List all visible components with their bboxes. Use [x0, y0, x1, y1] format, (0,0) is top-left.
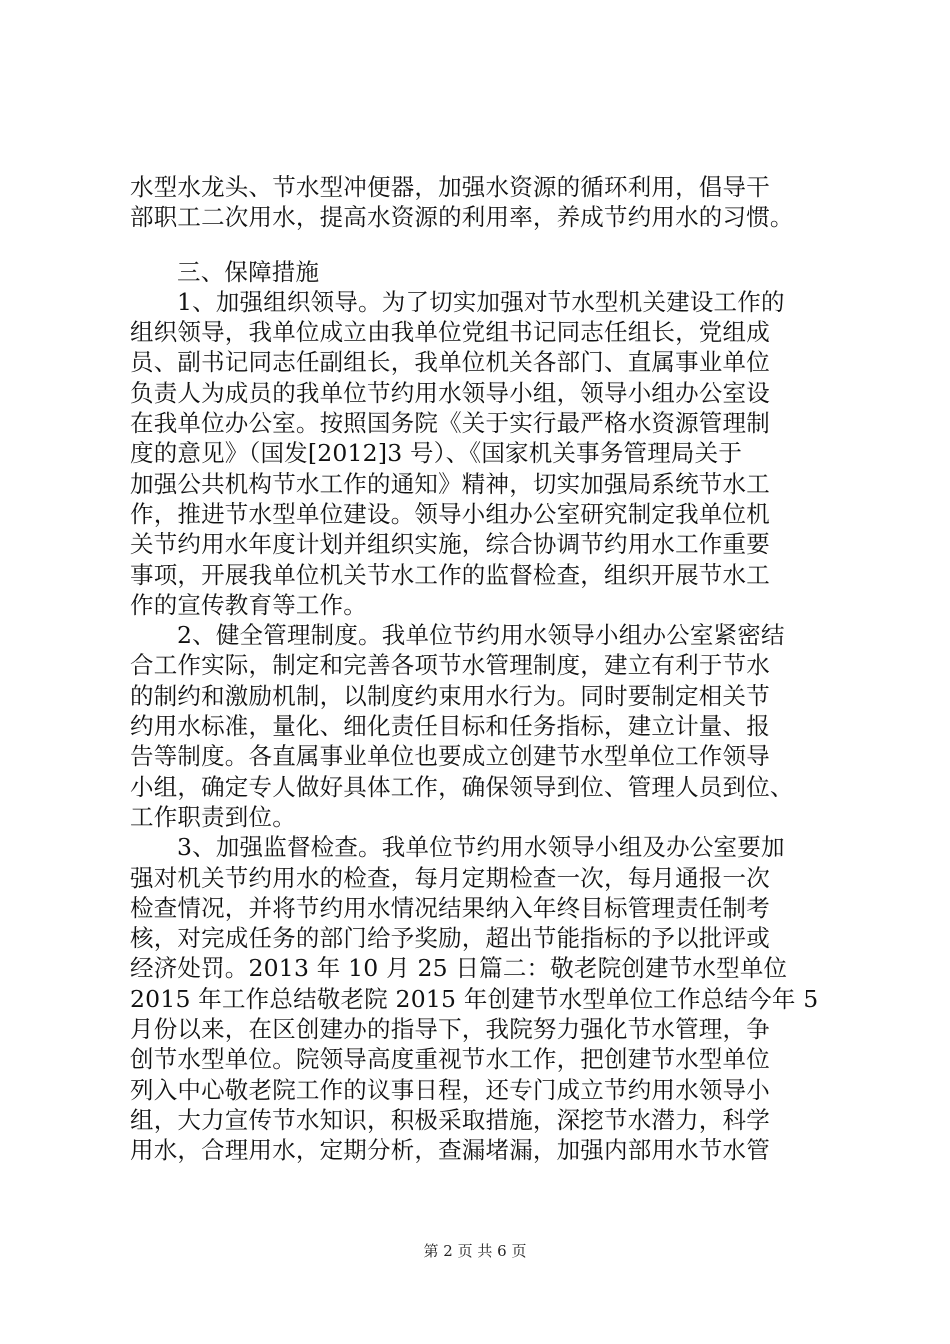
intro-line: 水型水龙头、节水型冲便器，加强水资源的循环利用，倡导干 [130, 173, 770, 201]
paragraph-line: 合工作实际，制定和完善各项节水管理制度，建立有利于节水 [130, 651, 770, 680]
paragraph-line: 1、加强组织领导。为了切实加强对节水型机关建设工作的 [177, 287, 785, 316]
section-heading: 三、保障措施 [177, 257, 320, 286]
paragraph-line: 加强公共机构节水工作的通知》精神，切实加强局系统节水工 [130, 469, 770, 498]
paragraph-line: 作，推进节水型单位建设。领导小组办公室研究制定我单位机 [130, 499, 770, 528]
paragraph-line: 2、健全管理制度。我单位节约用水领导小组办公室紧密结 [177, 621, 785, 650]
intro-line: 部职工二次用水，提高水资源的利用率，养成节约用水的习惯。 [130, 203, 794, 232]
paragraph-line: 员、副书记同志任副组长，我单位机关各部门、直属事业单位 [130, 348, 770, 377]
paragraph-line: 事项，开展我单位机关节水工作的监督检查，组织开展节水工 [130, 560, 770, 589]
paragraph-line: 在我单位办公室。按照国务院《关于实行最严格水资源管理制 [130, 409, 770, 438]
page-footer: 第 2 页 共 6 页 [423, 1242, 527, 1260]
paragraph-line: 用水，合理用水，定期分析，查漏堵漏，加强内部用水节水管 [130, 1136, 770, 1165]
paragraph-line: 工作职责到位。 [130, 802, 296, 831]
paragraph-line: 强对机关节约用水的检查，每月定期检查一次，每月通报一次 [130, 863, 770, 892]
paragraph-line: 核，对完成任务的部门给予奖励，超出节能指标的予以批评或 [130, 924, 770, 953]
paragraph-line: 组，大力宣传节水知识，积极采取措施，深挖节水潜力，科学 [130, 1105, 770, 1134]
paragraph-line: 的制约和激励机制，以制度约束用水行为。同时要制定相关节 [130, 681, 770, 710]
paragraph-line: 度的意见》（国发[2012]3 号）、《国家机关事务管理局关于 [130, 439, 743, 468]
paragraph-line: 告等制度。各直属事业单位也要成立创建节水型单位工作领导 [130, 742, 770, 771]
paragraph-line: 小组，确定专人做好具体工作，确保领导到位、管理人员到位、 [130, 772, 794, 801]
paragraph-gap [130, 233, 834, 257]
paragraph-line: 负责人为成员的我单位节约用水领导小组，领导小组办公室设 [130, 378, 770, 407]
paragraph-line: 约用水标准，量化、细化责任目标和任务指标，建立计量、报 [130, 712, 770, 741]
document-body [130, 172, 834, 1166]
paragraph-line: 3、加强监督检查。我单位节约用水领导小组及办公室要加 [177, 833, 785, 862]
paragraph-line: 2015 年工作总结敬老院 2015 年创建节水型单位工作总结今年 5 [130, 984, 819, 1013]
paragraph-line: 检查情况，并将节约用水情况结果纳入年终目标管理责任制考 [130, 893, 770, 922]
paragraph-line: 组织领导，我单位成立由我单位党组书记同志任组长，党组成 [130, 318, 770, 347]
paragraph-line: 创节水型单位。院领导高度重视节水工作，把创建节水型单位 [130, 1045, 770, 1074]
paragraph-line: 列入中心敬老院工作的议事日程，还专门成立节约用水领导小 [130, 1075, 770, 1104]
paragraph-line: 关节约用水年度计划并组织实施，综合协调节约用水工作重要 [130, 530, 770, 559]
paragraph-line: 经济处罚。2013 年 10 月 25 日篇二：敬老院创建节水型单位 [130, 954, 788, 983]
paragraph-line: 作的宣传教育等工作。 [130, 590, 367, 619]
paragraph-line: 月份以来，在区创建办的指导下，我院努力强化节水管理，争 [130, 1015, 770, 1044]
